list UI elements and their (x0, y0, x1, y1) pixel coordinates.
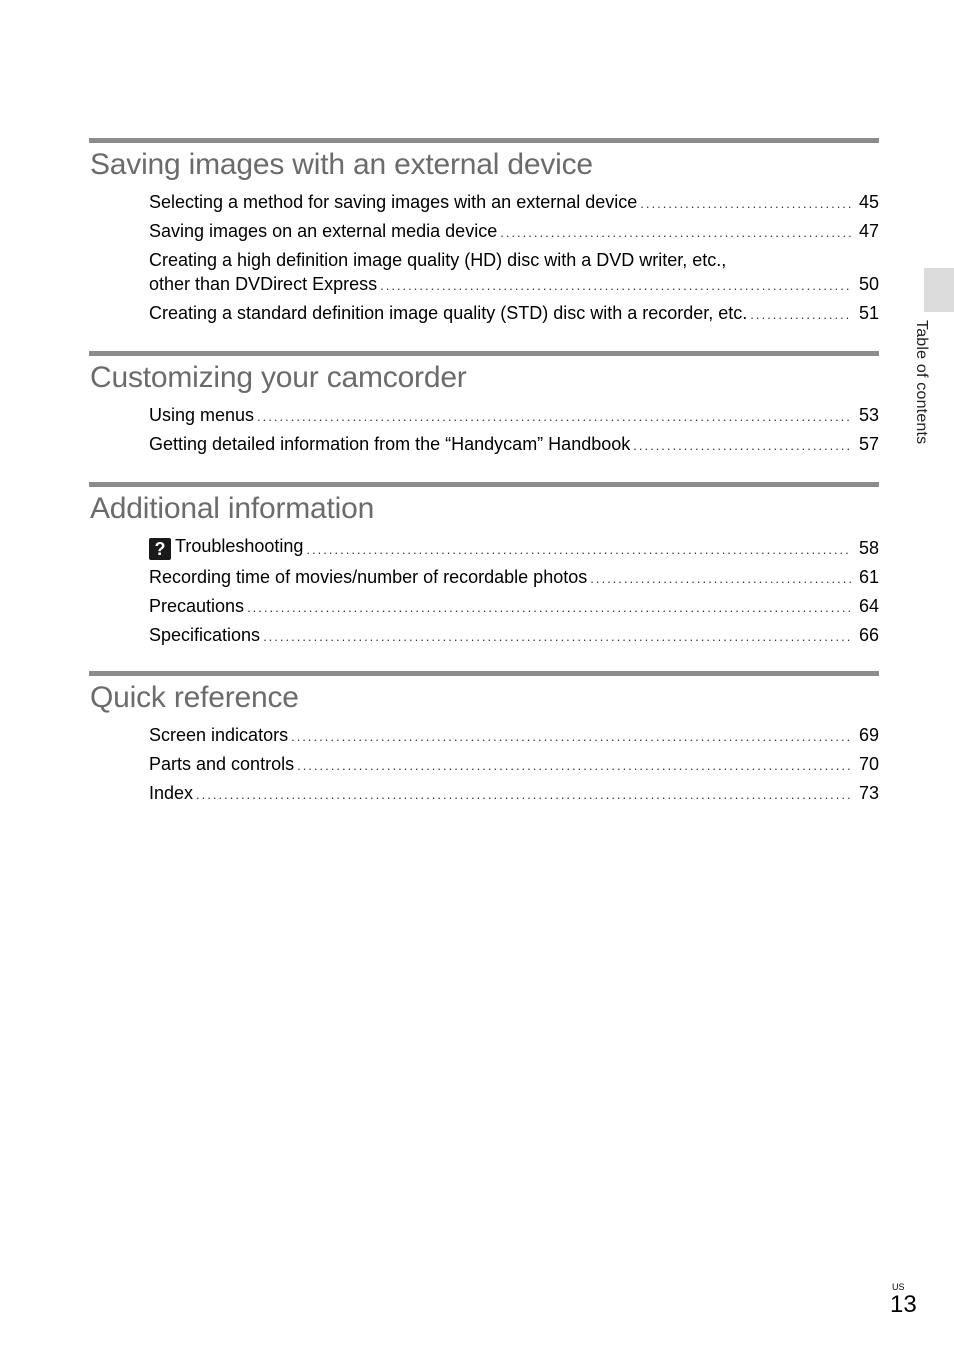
toc-entry[interactable] (149, 190, 879, 214)
toc-entry-page: 47 (858, 221, 879, 241)
toc-entry-page: 66 (858, 625, 879, 645)
dot-leader (196, 785, 851, 805)
dot-leader (291, 727, 851, 747)
section-saving-images (89, 138, 879, 330)
dot-leader (247, 598, 851, 618)
section-divider (89, 482, 879, 487)
toc-entry-title: Getting detailed information from the “Handycam” Handbook (149, 434, 631, 454)
section-additional-information (89, 482, 879, 652)
question-mark-icon: ? (149, 538, 171, 560)
toc-entry[interactable] (149, 723, 879, 747)
toc-entry[interactable] (149, 781, 879, 805)
page-number-value: 13 (890, 1291, 917, 1318)
dot-leader (590, 569, 851, 589)
dot-leader (263, 627, 851, 647)
toc-entry-page: 70 (858, 754, 879, 774)
dot-leader (380, 276, 851, 296)
toc-entry[interactable] (149, 248, 879, 296)
toc-entry[interactable] (149, 219, 879, 243)
toc-entry[interactable] (149, 594, 879, 618)
toc-entry[interactable] (149, 565, 879, 589)
toc-entry-title: Recording time of movies/number of recordable photos (149, 567, 588, 587)
toc-entry-page: 50 (858, 274, 879, 294)
toc-entry-title: Selecting a method for saving images with an external device (149, 192, 638, 212)
toc-entry-page: 61 (858, 567, 879, 587)
toc-entry-title-wrapper (149, 534, 303, 560)
section-title: Saving images with an external device (90, 148, 593, 181)
section-divider (89, 351, 879, 356)
toc-entry-page: 53 (858, 405, 879, 425)
toc-entry-title: Specifications (149, 625, 261, 645)
toc-entry[interactable] (149, 623, 879, 647)
dot-leader (500, 223, 851, 243)
toc-entry[interactable] (149, 432, 879, 456)
toc-entry[interactable] (149, 534, 879, 560)
section-divider (89, 671, 879, 676)
section-quick-reference (89, 671, 879, 810)
toc-entry-title: Parts and controls (149, 754, 295, 774)
section-title: Customizing your camcorder (90, 361, 467, 394)
toc-entry-title: Using menus (149, 405, 255, 425)
toc-entry[interactable] (149, 403, 879, 427)
toc-entry-page: 69 (858, 725, 879, 745)
dot-leader (306, 540, 851, 560)
dot-leader (750, 305, 851, 325)
side-tab-label: Table of contents (913, 320, 930, 445)
toc-entry-title: Saving images on an external media device (149, 221, 498, 241)
side-tab-marker[interactable] (924, 268, 954, 312)
dot-leader (297, 756, 851, 776)
toc-entry-title: Troubleshooting (175, 536, 304, 556)
page-number (890, 1282, 917, 1318)
toc-entry-page: 45 (858, 192, 879, 212)
section-title: Additional information (90, 492, 375, 525)
toc-entry[interactable] (149, 301, 879, 325)
dot-leader (633, 436, 851, 456)
toc-entry[interactable] (149, 752, 879, 776)
section-customizing (89, 351, 879, 461)
toc-entry-page: 73 (858, 783, 879, 803)
toc-entry-title: Index (149, 783, 194, 803)
region-code: US (892, 1282, 905, 1292)
toc-entry-page: 58 (858, 538, 879, 558)
toc-entry-page: 64 (858, 596, 879, 616)
toc-entry-title: Precautions (149, 596, 245, 616)
toc-entry-title: Creating a standard definition image quality (STD) disc with a recorder, etc. (149, 303, 748, 323)
dot-leader (257, 407, 851, 427)
section-title: Quick reference (90, 681, 299, 714)
section-divider (89, 138, 879, 143)
toc-entry-title: Screen indicators (149, 725, 289, 745)
toc-entry-page: 51 (858, 303, 879, 323)
toc-entry-title-line1: Creating a high definition image quality (HD) disc with a DVD writer, etc., (149, 250, 727, 270)
toc-entry-title-line2: other than DVDirect Express (149, 274, 378, 294)
toc-entry-page: 57 (858, 434, 879, 454)
dot-leader (640, 194, 851, 214)
